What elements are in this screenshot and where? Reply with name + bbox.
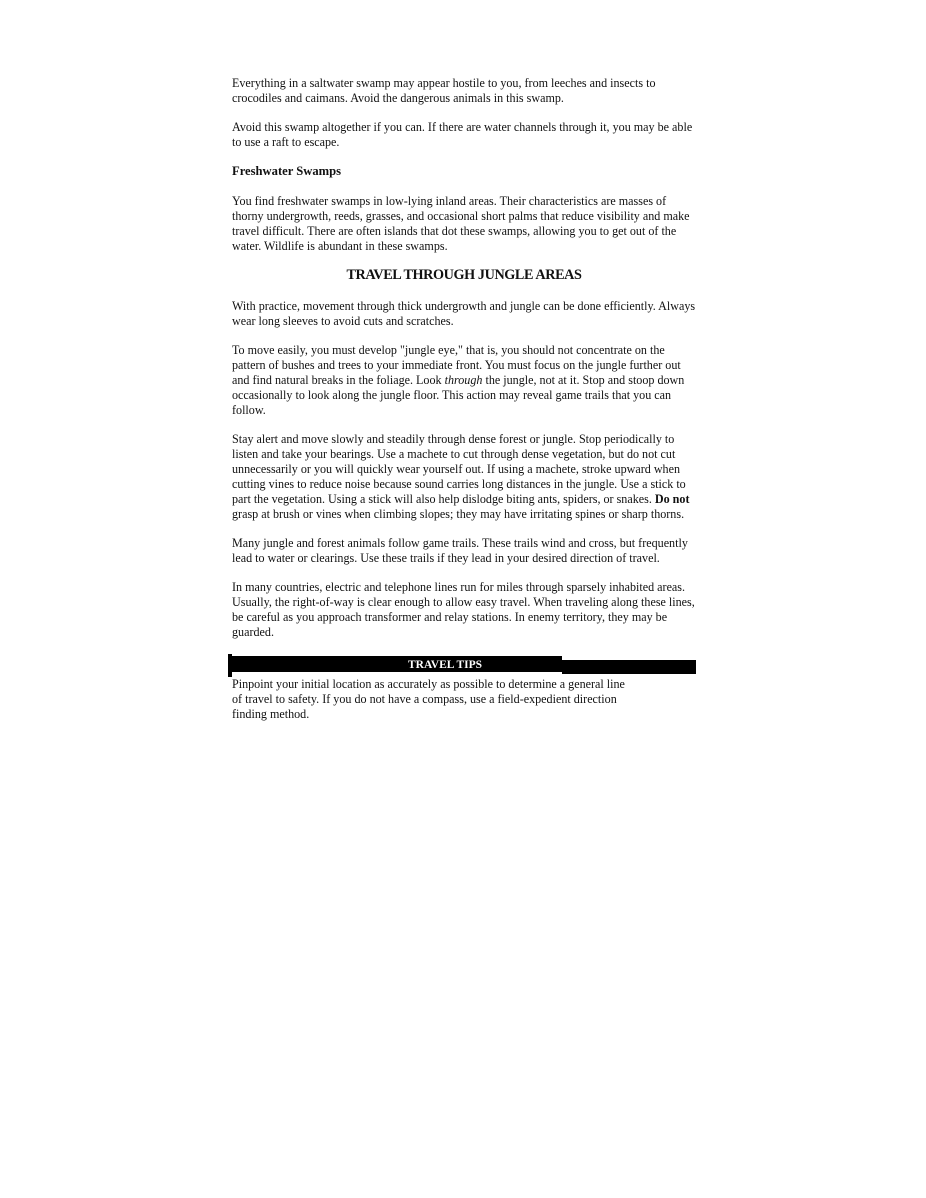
paragraph-jungle-practice: With practice, movement through thick undergrowth and jungle can be done efficiently. Always wear long sleeves to avoid cuts and scratches. bbox=[232, 299, 696, 328]
alert-text-b: grasp at brush or vines when climbing slopes; they may have irritating spines or sharp thorns. bbox=[232, 507, 685, 521]
paragraph-game-trails: Many jungle and forest animals follow game trails. These trails wind and cross, but frequently lead to water or clearings. Use these trails if they lead in your desired direction of travel. bbox=[232, 536, 688, 565]
jungle-eye-text-a: To move easily, you must develop "jungle eye," that is, you should not concentrate on the pattern of bushes and trees to your immediate front. You must focus on the jungle further out and find natural breaks in the foliage. Look bbox=[232, 343, 681, 387]
paragraph-saltwater-hazards: Everything in a saltwater swamp may appear hostile to you, from leeches and insects to crocodiles and caimans. Avoid the dangerous animals in this swamp. bbox=[232, 76, 656, 105]
paragraph-freshwater: You find freshwater swamps in low-lying inland areas. Their characteristics are masses of thorny undergrowth, reeds, grasses, and occasional short palms that reduce visibility and make travel difficult. There are often islands that dot these swamps, allowing you to get out of the water. Wildlife is abundant in these swamps. bbox=[232, 194, 690, 253]
paragraph-saltwater-avoid: Avoid this swamp altogether if you can. If there are water channels through it, you may be able to use a raft to escape. bbox=[232, 120, 693, 149]
page-content bbox=[232, 76, 696, 736]
alert-do-not: Do not bbox=[654, 492, 690, 506]
travel-tips-title: TRAVEL TIPS bbox=[408, 659, 483, 671]
section-title-jungle: TRAVEL THROUGH JUNGLE AREAS bbox=[346, 267, 582, 283]
paragraph-jungle-alert bbox=[232, 432, 696, 522]
travel-tip-text: Pinpoint your initial location as accurately as possible to determine a general line of travel to safety. If you do not have a compass, use a field-expedient direction finding method. bbox=[232, 677, 625, 721]
travel-tips-banner bbox=[228, 654, 696, 677]
jungle-eye-emphasis: through bbox=[444, 373, 483, 387]
paragraph-jungle-eye bbox=[232, 343, 696, 418]
paragraph-power-lines: In many countries, electric and telephone lines run for miles through sparsely inhabited areas. Usually, the right-of-way is clear enough to allow easy travel. When traveling along these lines, be careful as you approach transformer and relay stations. In enemy territory, they may be guarded. bbox=[232, 580, 695, 639]
jungle-eye-text-b: the jungle, not at it. Stop and stoop down occasionally to look along the jungle floor. This action may reveal game trails that you can follow. bbox=[232, 373, 685, 417]
banner-right-rule bbox=[562, 660, 696, 674]
banner-black-band bbox=[232, 656, 562, 672]
freshwater-heading: Freshwater Swamps bbox=[232, 164, 342, 178]
alert-text-a: Stay alert and move slowly and steadily through dense forest or jungle. Stop periodically to listen and take your bearings. Use a machete to cut through dense vegetation, but do not cut unnecessarily or you will quickly wear yourself out. If using a machete, stroke upward when cutting vines to reduce noise because sound carries long distances in the jungle. Use a stick to part the vegetation. Using a stick will also help dislodge biting ants, spiders, or snakes. bbox=[232, 432, 686, 506]
